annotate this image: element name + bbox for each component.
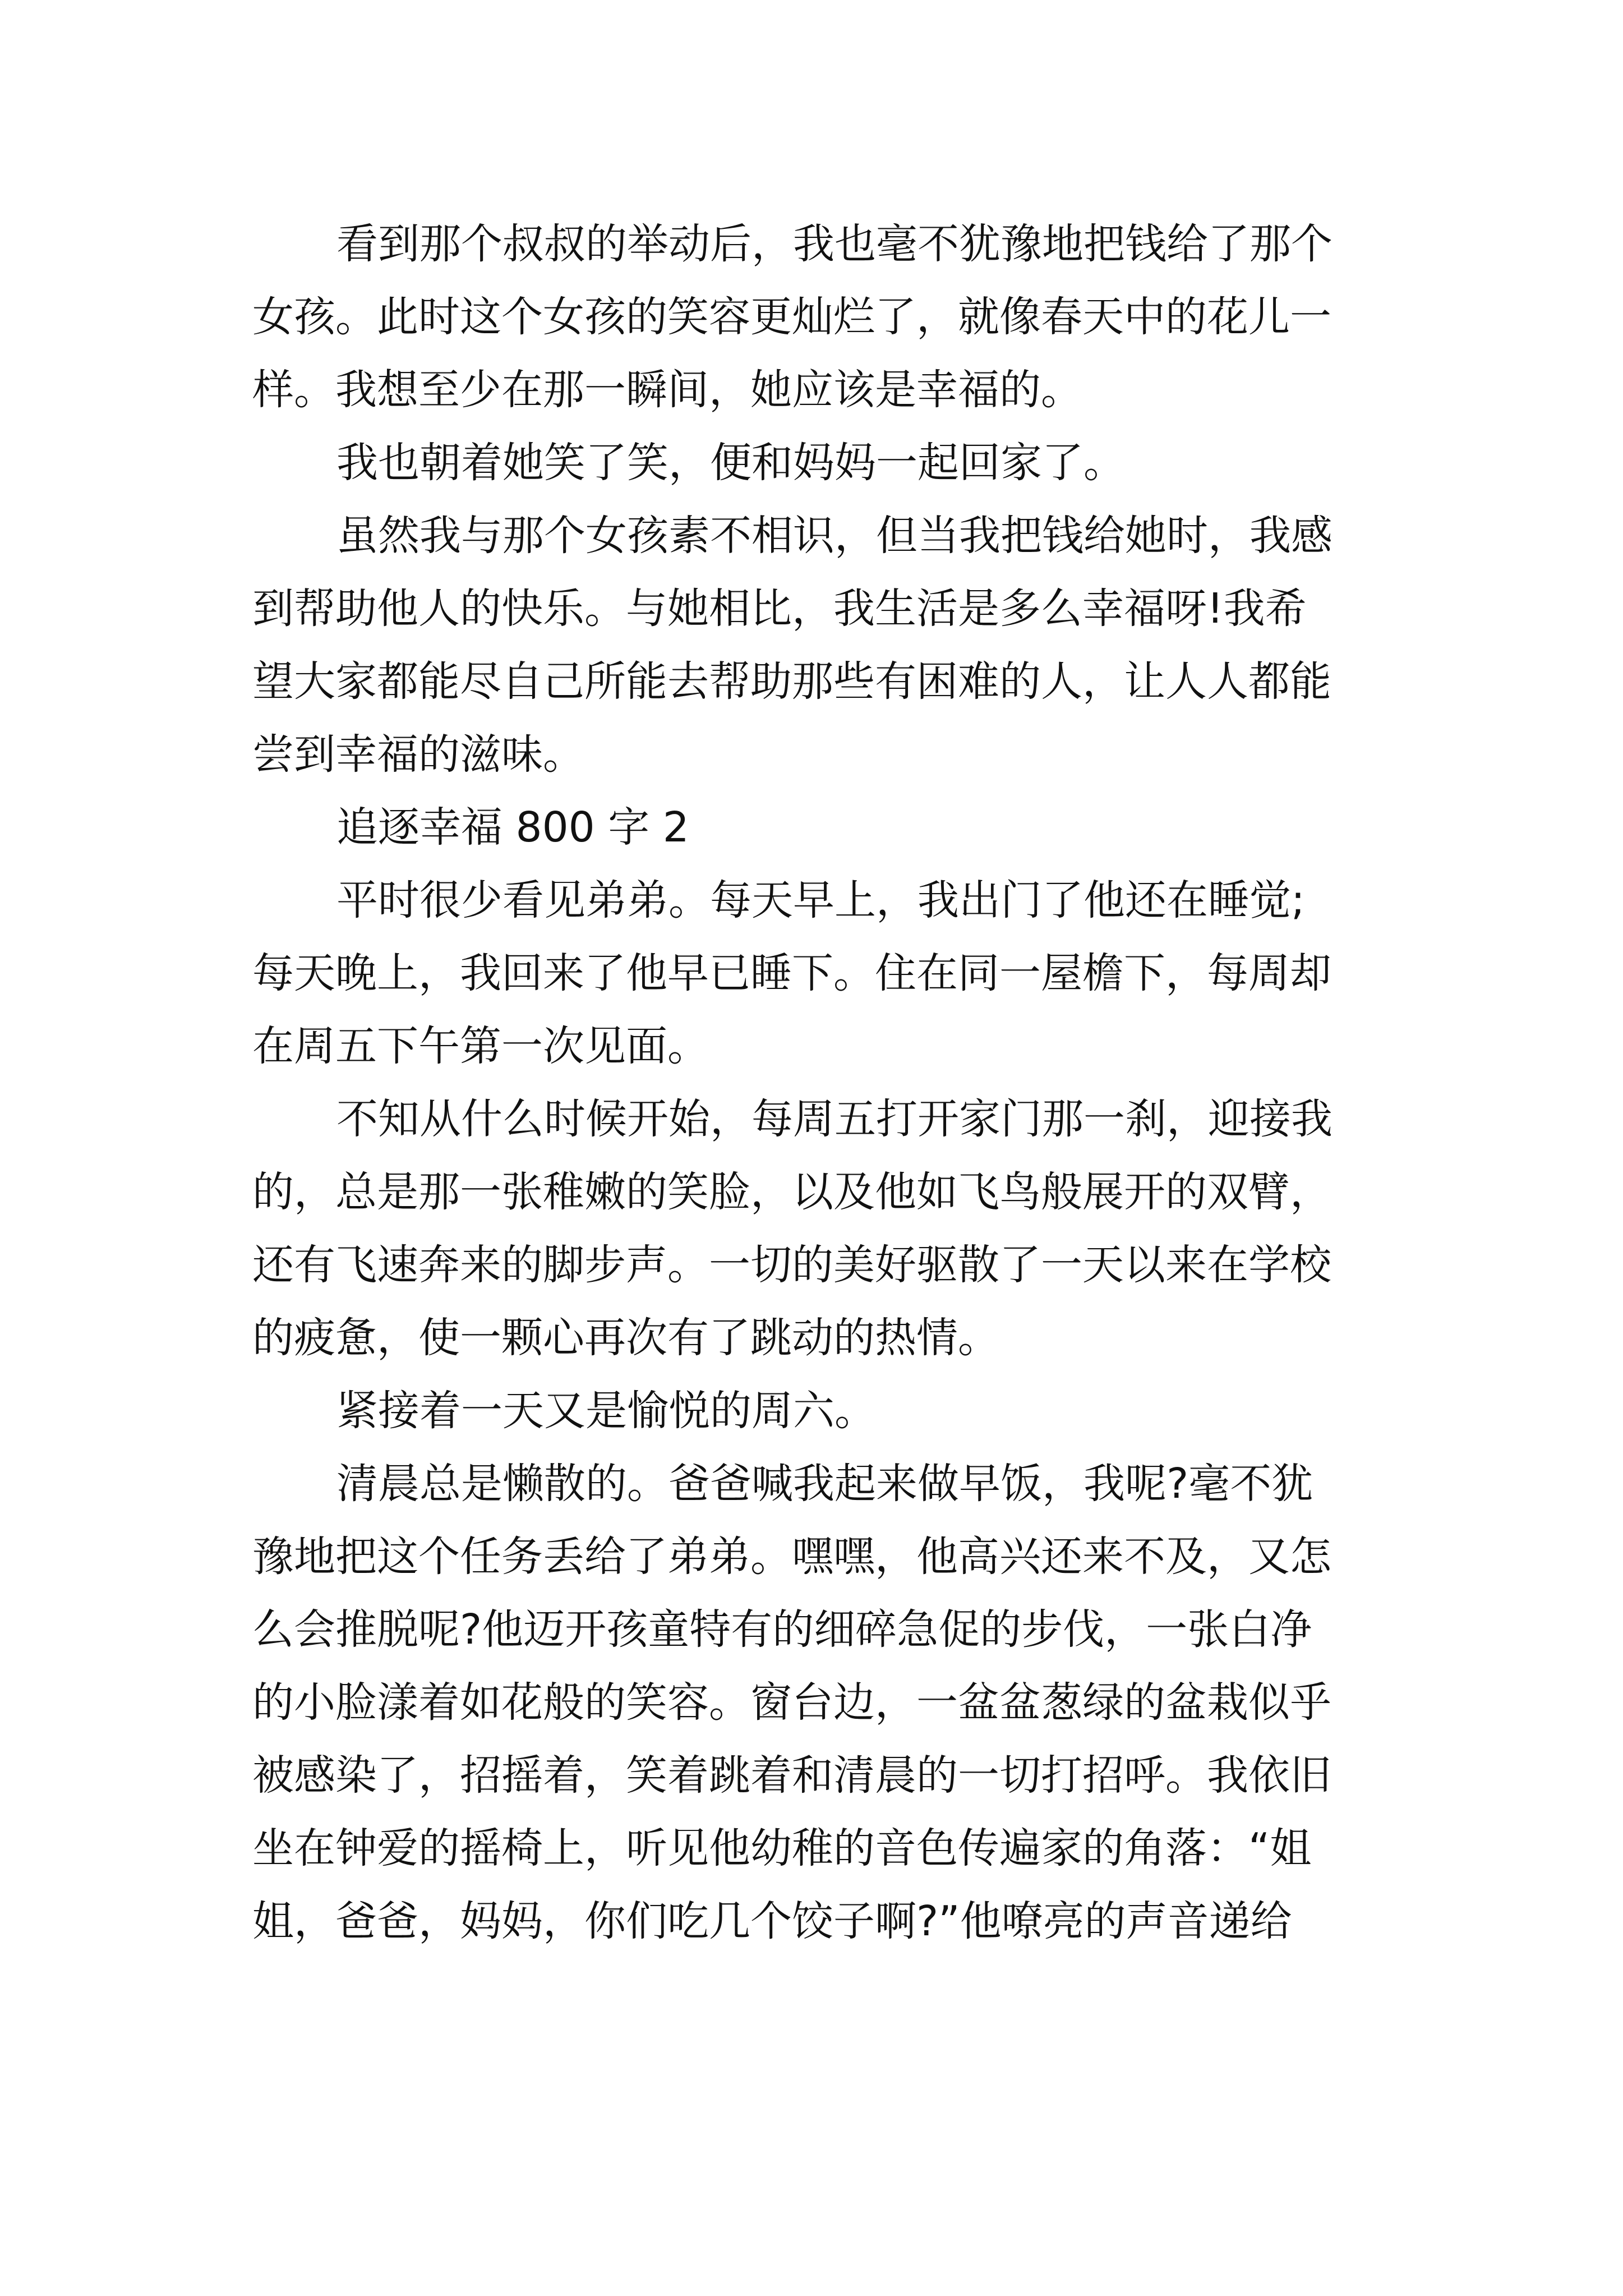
text-line: 看到那个叔叔的举动后，我也毫不犹豫地把钱给了那个: [336, 220, 1332, 268]
text-line: 女孩。此时这个女孩的笑容更灿烂了，就像春天中的花儿一: [252, 293, 1331, 341]
text-line: 么会推脱呢?他迈开孩童特有的细碎急促的步伐，一张白净: [252, 1605, 1312, 1654]
text-line: 尝到幸福的滋味。: [252, 730, 584, 779]
text-line: 清晨总是懒散的。爸爸喊我起来做早饭，我呢?毫不犹: [336, 1460, 1313, 1508]
text-line: 我也朝着她笑了笑，便和妈妈一起回家了。: [336, 439, 1125, 487]
text-line: 追逐幸福 800 字 2: [336, 803, 689, 852]
text-line: 到帮助他人的快乐。与她相比，我生活是多么幸福呀!我希: [252, 585, 1307, 633]
text-line: 还有飞速奔来的脚步声。一切的美好驱散了一天以来在学校: [252, 1241, 1331, 1289]
text-line: 不知从什么时候开始，每周五打开家门那一刹，迎接我: [336, 1095, 1332, 1143]
text-line: 的，总是那一张稚嫩的笑脸，以及他如飞鸟般展开的双臂，: [252, 1168, 1331, 1216]
text-line: 被感染了，招摇着，笑着跳着和清晨的一切打招呼。我依旧: [252, 1751, 1331, 1800]
text-line: 坐在钟爱的摇椅上，听见他幼稚的音色传遍家的角落：“姐: [252, 1824, 1312, 1872]
text-line: 样。我想至少在那一瞬间，她应该是幸福的。: [252, 366, 1082, 414]
document-body: [252, 208, 1380, 1958]
text-line: 的疲惫，使一颗心再次有了跳动的热情。: [252, 1314, 999, 1362]
text-line: 的小脸漾着如花般的笑容。窗台边，一盆盆葱绿的盆栽似乎: [252, 1678, 1331, 1727]
text-line: 每天晚上，我回来了他早已睡下。住在同一屋檐下，每周却: [252, 949, 1331, 997]
text-line: 平时很少看见弟弟。每天早上，我出门了他还在睡觉;: [336, 876, 1305, 924]
text-line: 在周五下午第一次见面。: [252, 1022, 709, 1070]
text-line: 豫地把这个任务丢给了弟弟。嘿嘿，他高兴还来不及，又怎: [252, 1533, 1331, 1581]
text-line: 紧接着一天又是愉悦的周六。: [336, 1387, 876, 1435]
text-line: 姐，爸爸，妈妈，你们吃几个饺子啊?”他嘹亮的声音递给: [252, 1897, 1292, 1945]
text-line: 望大家都能尽自己所能去帮助那些有困难的人，让人人都能: [252, 657, 1331, 706]
text-line: 虽然我与那个女孩素不相识，但当我把钱给她时，我感: [336, 512, 1332, 560]
